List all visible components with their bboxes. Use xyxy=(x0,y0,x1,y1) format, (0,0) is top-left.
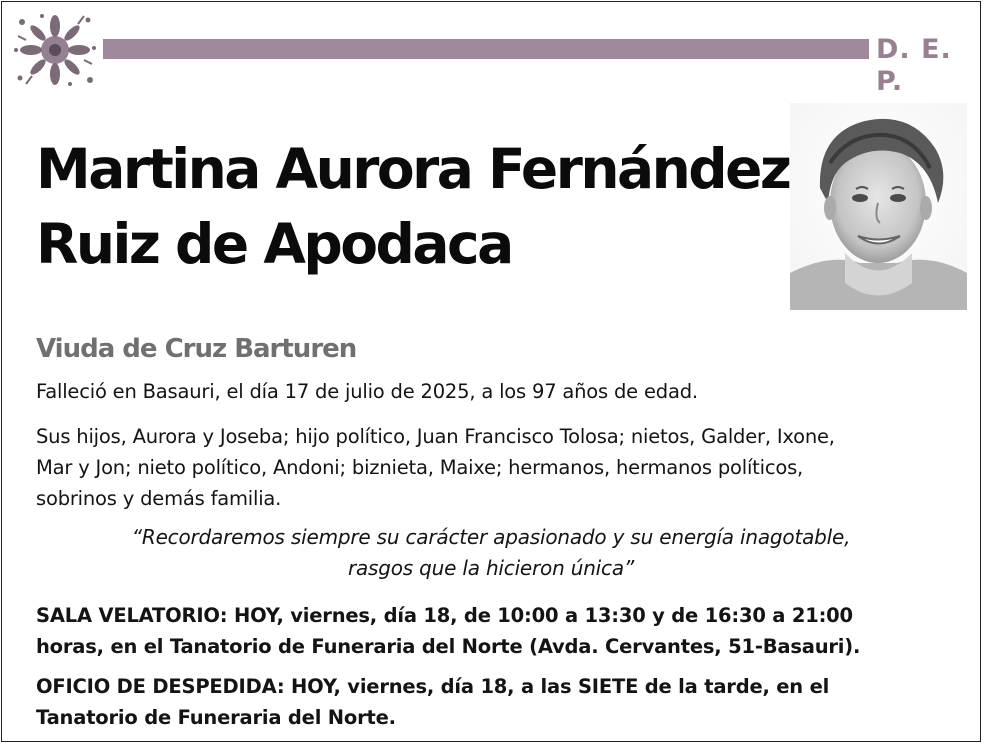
widow-subtitle: Viuda de Cruz Barturen xyxy=(36,334,357,364)
wake-details xyxy=(36,600,946,662)
memorial-quote xyxy=(36,522,946,584)
death-notice: Falleció en Basauri, el día 17 de julio de 2025, a los 97 años de edad. xyxy=(36,380,698,403)
service-line-2: Tanatorio de Funeraria del Norte. xyxy=(36,706,396,729)
wake-line-1: SALA VELATORIO: HOY, viernes, día 18, de 10:00 a 13:30 y de 16:30 a 21:00 xyxy=(36,604,853,627)
wake-line-2: horas, en el Tanatorio de Funeraria del Norte (Avda. Cervantes, 51-Basauri). xyxy=(36,635,861,658)
quote-line-2: rasgos que la hicieron única” xyxy=(347,556,635,580)
service-details xyxy=(36,671,946,733)
family-paragraph xyxy=(36,421,946,514)
name-line-2: Ruiz de Apodaca xyxy=(36,212,512,276)
dep-label: D. E. P. xyxy=(876,34,952,97)
family-line-1: Sus hijos, Aurora y Joseba; hijo político, Juan Francisco Tolosa; nietos, Galder, Ixone, xyxy=(36,425,835,448)
quote-line-1: “Recordaremos siempre su carácter apasionado y su energía inagotable, xyxy=(131,525,851,549)
header-rule xyxy=(103,39,869,59)
name-line-1: Martina Aurora Fernández xyxy=(36,137,790,201)
floral-ornament-icon xyxy=(12,10,98,90)
deceased-name xyxy=(36,132,789,282)
service-line-1: OFICIO DE DESPEDIDA: HOY, viernes, día 18, a las SIETE de la tarde, en el xyxy=(36,675,830,698)
family-line-2: Mar y Jon; nieto político, Andoni; biznieta, Maixe; hermanos, hermanos políticos, xyxy=(36,456,804,479)
portrait-photo xyxy=(790,103,967,310)
family-line-3: sobrinos y demás familia. xyxy=(36,487,282,510)
